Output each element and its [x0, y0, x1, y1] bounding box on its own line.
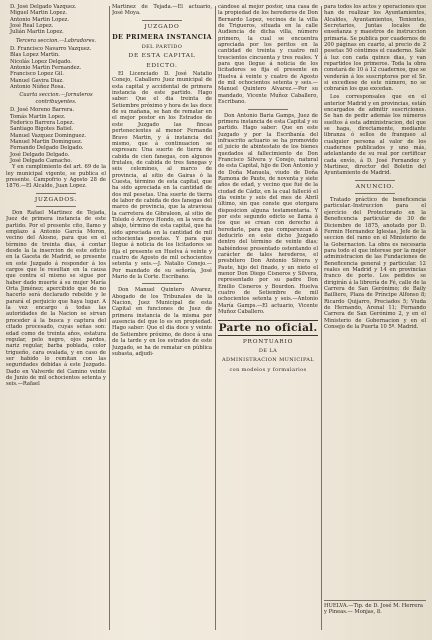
list-item: Blas Lopez Martin. — [10, 52, 60, 59]
prontuario-subtitle: DE LA — [258, 347, 278, 354]
list-item: Nicolás Lopez Delgado. — [10, 58, 72, 65]
tercera-list — [6, 46, 106, 90]
list-item: Federico Barrera Lopez. — [10, 119, 75, 126]
divider — [142, 283, 182, 284]
ad-body: Tratado práctico de beneficencia particular.-Instruccion para el ejercicio del Protectorado en la Beneficencia particular de 30 de Diciembre de 1875, anotado por D. Fermin Hernandez Iglesias, Jefe de la seccion del ramo en el Ministerio de la Gobernacion. La obra es necesaria para todo el que interese por la mejor administracion de las Fundaciones de Beneficencia general y particular. 12 reales en Madrid y 14 en provincias franco de porte. Los pedidos se dirigirán á la librería de Fé, calle de la Carrera de San Gerónimo; de Baily Bailliere, Plaza de Príncipe Alfonso 8; Ricardo Quijarro, Preciados 5; Viuda de Hernando, Arenal 11; Fernando Carrera de San Gerónimo 2, y en el Ministerio de Gobernacion y en el Consejo de la Puerta 10 5º. Madrid. — [324, 197, 426, 330]
court-subtitle: DE PRIMERA INSTANCIA — [112, 33, 212, 42]
list-item: Manuel Vazquez Dominguez. — [10, 132, 86, 139]
prontuario-subtitle: ADMINISTRACION MUNICIPAL — [222, 357, 314, 364]
edict-body: Don Antonio Baria Gamps, Juez de primera instancia de esta Capital y su partido. Hago saber: Que en este Juzgado y por la Escribanía del infrascrito actuario se ha promovido el juicio de abintestato de los bienes quedados al fallecimiento de Don Francisco Silvera y Conejo, natural de esta Capital, hijo de Don Antonio y de Doña Manuela, viudo de Doña Ramona de Paute, de noventa y siete años de edad, y vecino que fué de la ciudad de Cádiz, en la cual falleció el dia veinte y seis del mes de Abril último, sin que conste que otorgara disposicion alguna testamentaria. Y por este segundo edicto se llama á los que se crean con derecho á heredarle, para que comparezcan á deducirlo en este dicho Juzgado dentro del término de veinte dias; habiéndose presentado ostentando el carácter de tales herederos, el presbítero Don Antonio Silvera y Paute, hijo del finado, y un nieto el menor Don Diego Cisneros y Silvera, representado por su padre Don Emilio Cisneros y Bourdon. Huelva cuatro de Setiembre de mil ochocientos setenta y seis.—Antonio María Gamps.—El actuario, Vicente Muñoz Caballero. — [218, 112, 318, 316]
divider — [355, 193, 396, 194]
section-title: JUZGADOS. — [34, 196, 78, 203]
column-rule — [321, 6, 322, 630]
column-rule — [109, 6, 110, 630]
list-item: José Delgado Delgado. — [10, 151, 70, 158]
list-item: Antonio Martin Fernandez. — [10, 65, 82, 72]
ad-body: Los corresponsales que en el anterior Madrid y en provincias, están encargados de admitir suscriciones. Se han de pedir además los números sueltos á esta administracion, del que se haga, directamente, mediante libranza ó sellos de franqueo al cualquier persona al valor de los cuadernos publicados y uno más, adelantando de su real por certificar cada envío, á D. José Fernandez y Martinez, director del Boletin del Ayuntamiento de Madrid. — [324, 94, 426, 177]
list-item: D. Francisco Navarro Vazquez. — [10, 46, 92, 53]
cuarta-list — [6, 107, 106, 164]
divider — [36, 206, 76, 207]
signer: José Real Lopez. — [10, 23, 54, 30]
signer: Miguel Martin Lopez. — [10, 10, 67, 17]
list-item: Santiago Bigotes Batiel. — [10, 126, 74, 133]
cuarta-heading: Cuarta seccion.—Jornaleros contribuyentes. — [19, 92, 93, 105]
edict-intro: Martinez de Tejada.—El actuario, José Moya. — [112, 4, 212, 17]
column-3 — [218, 4, 318, 630]
printer-footer: HUELVA.—Tip. de D. José M. Herrera y Pineas.— Monjas, 8. — [324, 600, 426, 616]
court-place2: DE ESTA CAPITAL — [128, 53, 196, 60]
anuncio-title: ANUNCIO. — [355, 183, 395, 190]
signer: Antonio Martin Lopez. — [10, 16, 70, 23]
column-rule — [215, 6, 216, 630]
edict-body: El Licenciado D. José Natalio Conejo, Caballero Juez municipal de esta capital y accidental de primera instancia de este partido. Hago saber: Que el dia treinta de Setiembre próximo y hora de las doce de su mañana, se han de rematar en el mejor postor en los Estrados de este Juzgado las fincas pertenecientes al menor Fernanda Bravo Martin, y á instancia del mismo, que á continuacion se expresan: Una suerte de tierra de cabida de cien fanegas, con algunos frutales, de cabida de tres fanegas y seis celemines, al marco de provincia, al sitio de Gairas ó la Cuesta, término de esta capital, que ha sido apreciada en la cantidad de dos mil pesetas. Una suerte de tierra de labor de cabida de dos fanegas del marco de provincia, que la atraviesa la carretera de Gibraleon, al sitio de Toledo ó Arroyo Hondo, en la vera de abajo, término de esta capital, que ha sido apreciada en la cantidad de mil ochocientas pesetas. Y para que llegue á noticia de los licitadores se fija el presente en Huelva á veinte y cuatro de Agosto de mil ochocientos setenta y seis.—J. Natalio Conejo.—Por mandado de su señoría, José Mario de la Corte. Escribano. — [112, 71, 212, 281]
prontuario-subtitle: con modelos y formularios — [229, 366, 307, 373]
edict-body: cándose al mejor postor, una casa de la propiedad de los herederos de Don Bernardo Lopez, vecinos de la villa de Trigueros, situada en la calle Audiencia de dicha villa, número primero, la cual se encuentra apreciada por los peritos en la cantidad de treinta y cuatro mil trescientos cincuenta y tres reales. Y para que llegue á noticia de los licitadores se fija el presente en Huelva á veinte y cuatro de Agosto de mil ochocientos setenta y seis.—Manuel Quintero Alvarez.—Por su mandado, Vicente Muñoz Caballero, Escribano. — [218, 4, 318, 106]
column-4 — [324, 4, 426, 596]
list-item: Manuel Gavira Diaz. — [10, 77, 64, 84]
list-item: Antonio Núñez Rosa. — [10, 84, 66, 91]
signers-list — [6, 4, 106, 36]
divider — [248, 109, 288, 110]
divider — [142, 20, 182, 21]
edict-body: Don Manuel Quintero Alvarez, Abogado de los Tribunales de la Nacion, Juez Municipal de esta Capital en funciones de Juez de primera instancia de la misma por ausencia del que lo es en propiedad. Hago saber: Que el dia doce y veinte de Setiembre próximo, de doce á una de la tarde y en los estrados de este Juzgado, se ha de rematar en pública subasta, adjudi- — [112, 287, 212, 357]
divider — [36, 193, 76, 194]
closing-paragraph: Y en cumplimiento del art. 69 de la ley municipal vigente, se publica el presente. Campofrio y Agosto 28 de 1876.—El Alcalde, Juan Lopez. — [6, 164, 106, 190]
list-item: Fernando Delgado Delgado. — [10, 145, 84, 152]
edict-body: Don Rafael Martinez de Tejada, Juez de primera instancia de este partido. Por el presente cito, llamo y emplazo á Antonio García Moron, vecino del Alosno, para que en el término de treinta dias, á contar desde la la insercion de este edicto en la Gaceta de Madrid, se presente en este Juzgado á responder á los cargos que le resultan en la causa que contra el mismo se sigue por haber dado muerte á su mujer María Orta Jiménez; apercibido que de no hacerlo será declarado rebelde y le parará el perjuicio que haya lugar. A la vez encargo á todas las autoridades de la Nacion se sirvan proceder á la busca y captura del citado procesado, cuyas señas son: edad como de treinta años, estatura regular, pelo negro, ojos pardos, nariz regular, barba poblada, color trigueño, cara ovalada, y en caso de ser habido lo remitan con las seguridades debidas á este Juzgado. Dado en Valverde del Camino veinte de Junio de mil ochocientos setenta y seis.—Rafael — [6, 209, 106, 388]
parte-no-oficial-title: Parte no oficial. — [218, 321, 318, 334]
list-item: Manuel Martin Dominguez. — [10, 138, 83, 145]
list-item: Tomás Martin Lopez. — [10, 113, 66, 120]
signer: Julián Martin Lopez. — [10, 29, 64, 36]
signer: D. José Delgado Vazquez. — [10, 4, 77, 10]
list-item: D. José Moreno Barrera. — [10, 107, 75, 114]
column-1 — [6, 4, 106, 630]
list-item: José Delgado Camacho. — [10, 157, 72, 164]
list-item: Francisco Lopez Gil. — [10, 71, 64, 78]
column-2 — [112, 4, 212, 630]
court-place: DEL PARTIDO — [141, 44, 183, 51]
edicto-title: EDICTO. — [146, 62, 178, 69]
court-title: JUZGADO — [144, 23, 180, 30]
tercera-heading: Tercera seccion.—Labradores. — [15, 37, 97, 44]
ad-body: para todos los actos y operaciones que han de realizar los Ayuntamientos, Alcaldes, Ayuntamientos, Tenientes, Secretarios, Juntas locales de enseñanza y maestros de instruccion primaria. Se publica por cuadernos de 200 páginas en cuarto, al precio de 2 pesetas 50 céntimos el cuaderno. Sale á luz con cada quince dias, y van repartidos los primeros. Toda la obra constará de 10 á 12 cuadernos, que se venderán á los suscriptores por el Sr. si excediese de este número, no se cobrarán los que excedan. — [324, 4, 426, 93]
prontuario-title: PRONTUARIO — [242, 338, 294, 345]
divider — [355, 180, 396, 181]
